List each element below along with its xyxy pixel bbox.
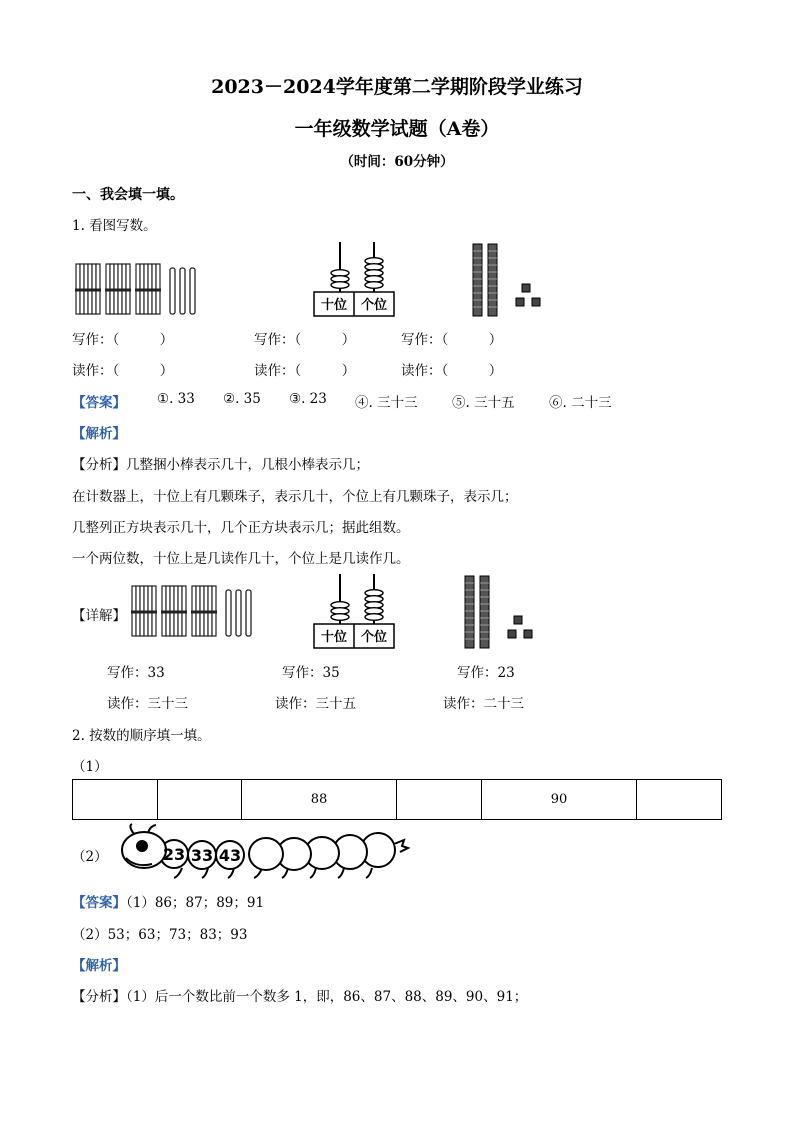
analysis-tag-2: 【解析】 (72, 958, 126, 974)
detail-read-1: 读作：三十三 (107, 696, 188, 712)
question-1-label: 1. 看图写数。 (72, 218, 157, 234)
cube-blocks-figure (470, 242, 550, 318)
stick-bundle (135, 264, 161, 314)
answer-3: ③. 23 (289, 391, 327, 407)
section-heading: 一、我会填一填。 (72, 187, 184, 203)
analysis-prefix-2: 【分析】 (72, 989, 126, 1005)
cube-blocks-figure-detail (462, 574, 542, 650)
abacus-tens-label: 十位 (320, 630, 348, 645)
caterpillar-number: 43 (218, 846, 242, 865)
write-blank-3[interactable]: 写作：（ ） (401, 332, 503, 348)
answer-1: ①. 33 (157, 391, 195, 407)
answer-6: ⑥. 二十三 (549, 395, 612, 411)
answer-part-1: （1）86；87；89；91 (126, 895, 265, 911)
detail-read-2: 读作：三十五 (275, 696, 356, 712)
read-blank-2[interactable]: 读作：（ ） (254, 363, 356, 379)
caterpillar-figure (112, 824, 412, 884)
analysis-prefix: 【分析】 (72, 457, 126, 473)
stick-bundles-figure (74, 262, 204, 316)
abacus-tens-label: 十位 (320, 298, 348, 313)
detail-read-3: 读作：二十三 (443, 696, 524, 712)
analysis-line-1: 几整捆小棒表示几十，几根小棒表示几； (126, 457, 369, 473)
abacus-ones-label: 个位 (360, 630, 388, 645)
abacus-figure-detail (312, 572, 422, 650)
sequence-cell[interactable] (397, 780, 482, 820)
sequence-cell[interactable] (637, 780, 722, 820)
page-subtitle: 一年级数学试题（A卷） (294, 118, 500, 140)
part-1-label: （1） (72, 759, 108, 775)
single-sticks (170, 268, 195, 314)
sequence-cell: 88 (242, 780, 397, 820)
answer-tag-2: 【答案】 (72, 895, 126, 911)
stick-bundle (105, 264, 131, 314)
write-blank-1[interactable]: 写作：（ ） (72, 332, 174, 348)
analysis-line-4: 一个两位数，十位上是几读作几十，个位上是几读作几。 (72, 551, 410, 567)
part-2-label: （2） (72, 849, 108, 865)
sequence-cell: 90 (482, 780, 637, 820)
detail-write-3: 写作：23 (457, 665, 515, 681)
detail-tag: 【详解】 (72, 608, 126, 624)
exam-time: （时间：60分钟） (340, 154, 454, 170)
analysis-line-2: 在计数器上，十位上有几颗珠子，表示几十，个位上有几颗珠子，表示几； (72, 489, 518, 505)
question-2-label: 2. 按数的顺序填一填。 (72, 728, 211, 744)
abacus-ones-label: 个位 (360, 298, 388, 313)
analysis-line-3: 几整列正方块表示几十，几个正方块表示几；据此组数。 (72, 520, 410, 536)
abacus-figure (312, 240, 422, 318)
analysis-tag: 【解析】 (72, 426, 126, 442)
number-sequence-table (72, 779, 722, 820)
caterpillar-number: 23 (162, 845, 186, 864)
read-blank-1[interactable]: 读作：（ ） (72, 363, 174, 379)
write-blank-2[interactable]: 写作：（ ） (254, 332, 356, 348)
sequence-cell[interactable] (73, 780, 158, 820)
answer-2: ②. 35 (223, 391, 261, 407)
sequence-cell[interactable] (158, 780, 242, 820)
caterpillar-number: 33 (190, 846, 214, 865)
page-title: 2023－2024学年度第二学期阶段学业练习 (211, 76, 583, 98)
analysis-line-q2: （1）后一个数比前一个数多 1，即，86、87、88、89、90、91； (126, 989, 528, 1005)
stick-bundle (75, 264, 101, 314)
stick-bundles-figure-detail (130, 584, 260, 638)
read-blank-3[interactable]: 读作：（ ） (401, 363, 503, 379)
answer-5: ⑤. 三十五 (452, 395, 515, 411)
answer-tag: 【答案】 (72, 395, 126, 411)
detail-write-2: 写作：35 (282, 665, 340, 681)
answer-4: ④. 三十三 (355, 395, 418, 411)
answer-part-2: （2）53；63；73；83；93 (72, 927, 248, 943)
detail-write-1: 写作：33 (107, 665, 165, 681)
